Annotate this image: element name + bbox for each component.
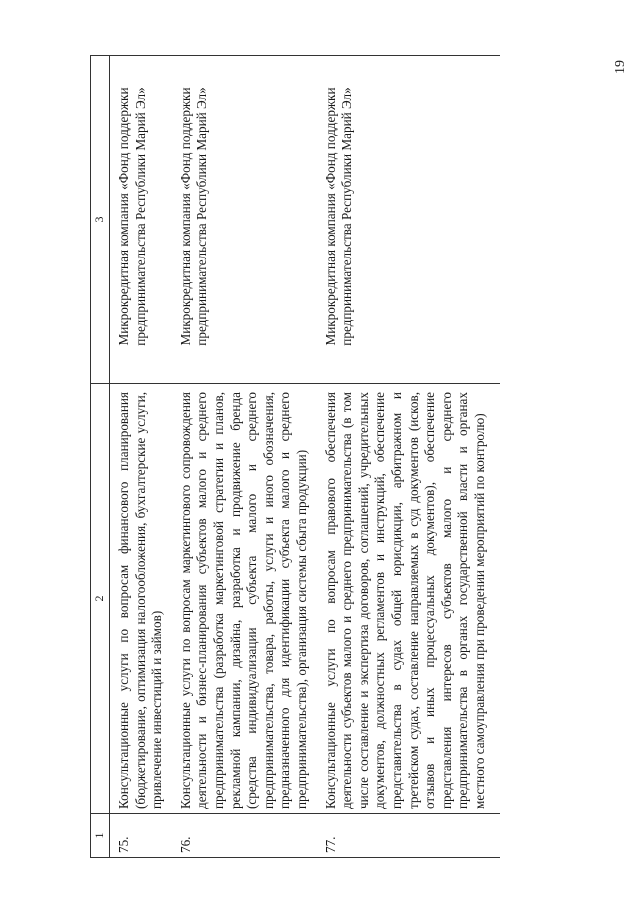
services-table [90, 55, 500, 858]
table-header-row [91, 56, 110, 858]
document-page [90, 56, 598, 858]
page-number: 19 [613, 60, 628, 74]
row-number: 77. [323, 814, 501, 858]
column-header-3: 3 [91, 56, 110, 384]
service-description: Консультационные услуги по вопросам финансового планирования (бюджетирование, оптимизация налогообложения, бухгалтерские услуги, привлечение инвестиций и займов) [116, 384, 178, 814]
row-number: 75. [116, 814, 178, 858]
service-executor: Микрокредитная компания «Фонд поддержки предпринимательства Республики Марий Эл» [323, 56, 501, 384]
service-executor: Микрокредитная компания «Фонд поддержки предпринимательства Республики Марий Эл» [116, 56, 178, 384]
table-row [178, 56, 323, 858]
service-description: Консультационные услуги по вопросам правового обеспечения деятельности субъектов малого и среднего предпринимательства (в том числе составление и экспертиза договоров, соглашений, учредительных документов, должностных регламентов и инструкций, обеспечение представительства в судах общей юрисдикции, арбитражном и третейском судах, составление направляемых в суд документов (исков, отзывов и иных процессуальных документов), обеспечение представления интересов субъектов малого и среднего предпринимательства в органах государственной власти и органах местного самоуправления при проведении мероприятий по контролю) [323, 384, 501, 814]
service-description: Консультационные услуги по вопросам маркетингового сопровождения деятельности и бизнес-планирования субъектов малого и среднего предпринимательства (разработка маркетинговой стратегии и планов, рекламной кампании, дизайна, разработка и продвижение бренда (средства индивидуализации субъекта малого и среднего предпринимательства, товара, работы, услуги и иного обозначения, предназначенного для идентификации субъекта малого и среднего предпринимательства), организация системы сбыта продукции) [178, 384, 323, 814]
column-header-1: 1 [91, 814, 110, 858]
table-row [116, 56, 178, 858]
row-number: 76. [178, 814, 323, 858]
table-row [323, 56, 501, 858]
service-executor: Микрокредитная компания «Фонд поддержки предпринимательства Республики Марий Эл» [178, 56, 323, 384]
column-header-2: 2 [91, 384, 110, 814]
